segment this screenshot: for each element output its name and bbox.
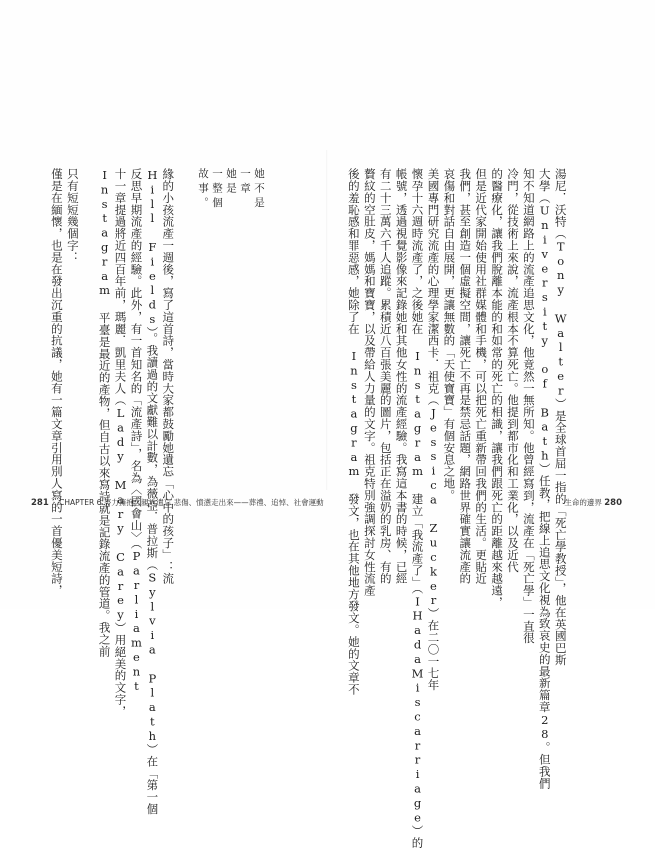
text-column: 有二十三萬六千人追蹤。累積近八百張美麗的圖片，包括正在溢奶的乳房、有的 (378, 168, 393, 585)
left-page-number: 281 (31, 498, 49, 508)
text-column: 大學（University of Bath）任教，把線上追思文化視為致哀史的最新篇章28。但我們 (537, 168, 552, 790)
poem-line: 一整個 (211, 168, 223, 212)
text-column: 知不知道網路上的流產追思文化，他竟然一無所知。他曾經寫到，流產在「死亡學」一直很 (521, 168, 536, 644)
text-column (80, 168, 96, 408)
text-column: Hill Fields）。我讀過的文獻難以計數，為薇亞．普拉斯（Sylvia Plath）在「第一個 (145, 168, 160, 815)
text-column: 贅紋的空肚皮，媽媽和寶寶，以及帶給人力量的文字。祖克特別強調探討女性流產 (362, 168, 377, 597)
left-running-header: CHAPTER 6 努力擁抱，親近遺忘 悲傷、憤懣走出來——葬禮、追悼、社會運動 (59, 498, 324, 507)
poem-line: 她是 (225, 168, 237, 197)
text-column: Instagram 平臺是最近的產物，但自古以來寫詩就是記錄流產的管道。我之前 (97, 168, 112, 658)
left-page (0, 0, 327, 815)
text-column: 的醫療化，讓我們脫離本能的和如常的死亡的相識，讓我們跟死亡的距離越來越遠， (490, 168, 505, 609)
text-column: 十一章提過將近四百年前，瑪麗．凱里夫人（Lady Mary Carey）用絕美的文字， (113, 168, 128, 718)
text-column: 但是近代家開始使用社群媒體和手機，可以把死亡重新帶回我們的生活。更貼近 (474, 168, 489, 585)
text-column: 僅是在緬懷，也是在發出沉重的抗議，她有一篇文章引用別人寫的一首優美短詩， (49, 168, 64, 597)
text-column: 冷門，從技術上來說，流產根本不算死亡。他提到都市化和工業化，以及近代 (505, 168, 520, 573)
text-column: 美國專門研究流產的心理學家潔西卡．祖克（Jessica Zucker）在二〇一七年 (426, 168, 441, 691)
text-column: 只有短短幾個字： (65, 168, 80, 264)
text-column: 緣的小孩流產一週後，寫了這首詩，當時大家都鼓勵她遺忘「心中的孩子」：流 (161, 168, 176, 585)
right-page-number: 280 (604, 498, 622, 508)
right-page-body (345, 168, 568, 849)
text-column: 反思早期流產的經驗。此外，有一首知名的「流產詩」，名為〈國會山〉（Parliament (129, 168, 144, 694)
quoted-poem (196, 168, 266, 268)
right-running-header: 生命的邊界 (564, 498, 602, 507)
text-column: 後的羞恥感和罪惡感，她除了在 Instagram 發文，也在其他地方發文。她的文章不 (346, 168, 361, 696)
text-column: 哀傷和對話自由展開，更讓無數的「天使寶寶」有個安息之地。 (442, 168, 457, 502)
text-column: 湯尼．沃特（Tony Walter）是全球首屈一指的「死亡學教授」，他在英國巴斯 (553, 168, 568, 666)
poem-line: 故事。 (197, 168, 209, 212)
left-page-footer (31, 497, 324, 508)
text-column: 帳號，透過視覺影像來記錄她和其他女性的流產經驗。我寫這本書的時候，已經 (394, 168, 409, 585)
text-column: 懷孕十六週時流產了，之後她在 Instagram 建立「我流產了」（IHadaMiscarriage）的 (410, 168, 425, 849)
text-column: 我們，甚至創造一個虛擬空間，讓死亡不再是禁忌話題，網路世界確實讓流產的 (458, 168, 473, 585)
right-page-footer (564, 497, 622, 508)
poem-line: 她不是 (253, 168, 265, 212)
left-page-body (48, 168, 176, 815)
poem-line: 一章 (239, 168, 251, 197)
